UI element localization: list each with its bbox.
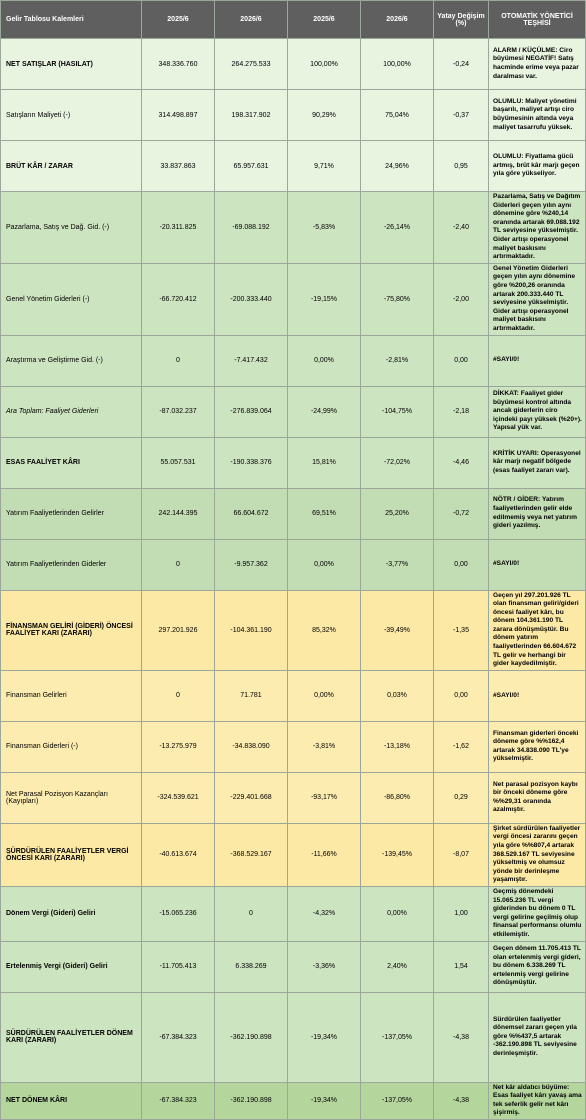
cell-2025-ratio: 0,00% bbox=[288, 539, 361, 590]
cell-horizontal-change: -0,24 bbox=[434, 39, 489, 90]
header-2025-amount: 2025/6 bbox=[142, 1, 215, 39]
cell-2025-amount: -66.720.412 bbox=[142, 263, 215, 335]
cell-horizontal-change: -0,72 bbox=[434, 488, 489, 539]
row-label: Ertelenmiş Vergi (Gideri) Geliri bbox=[1, 941, 142, 992]
cell-2026-amount: 6.338.269 bbox=[215, 941, 288, 992]
header-auto-diagnosis: OTOMATİK YÖNETİCİ TEŞHİSİ bbox=[489, 1, 586, 39]
cell-2025-ratio: -3,81% bbox=[288, 721, 361, 772]
cell-2026-ratio: -72,02% bbox=[361, 437, 434, 488]
table-row bbox=[1, 335, 586, 386]
cell-2025-ratio: -4,32% bbox=[288, 887, 361, 942]
row-label: ESAS FAALİYET KÂRI bbox=[1, 437, 142, 488]
table-row bbox=[1, 39, 586, 90]
cell-2025-amount: -20.311.825 bbox=[142, 192, 215, 264]
cell-diagnosis: OLUMLU: Maliyet yönetimi başarılı, maliyet artışı ciro büyümesinin altında veya maliyet tasarrufu yüksek. bbox=[489, 90, 586, 141]
cell-2025-ratio: -19,15% bbox=[288, 263, 361, 335]
row-label: Finansman Giderleri (-) bbox=[1, 721, 142, 772]
cell-diagnosis: #SAYI/0! bbox=[489, 539, 586, 590]
table-row bbox=[1, 992, 586, 1082]
cell-2025-amount: 242.144.395 bbox=[142, 488, 215, 539]
cell-2025-ratio: -11,66% bbox=[288, 823, 361, 886]
cell-diagnosis: #SAYI/0! bbox=[489, 335, 586, 386]
row-label: Dönem Vergi (Gideri) Geliri bbox=[1, 887, 142, 942]
row-label: SÜRDÜRÜLEN FAALİYETLER DÖNEM KARI (ZARARI) bbox=[1, 992, 142, 1082]
cell-2026-ratio: -137,05% bbox=[361, 1082, 434, 1119]
cell-diagnosis: Net kâr aldatıcı büyüme: Esas faaliyet kârı yavaş ama tek seferlik gelir net kârı şişirmiş. bbox=[489, 1082, 586, 1119]
cell-diagnosis: Finansman giderleri önceki döneme göre %%162,4 artarak 34.838.090 TL'ye yükselmiştir. bbox=[489, 721, 586, 772]
cell-2025-amount: -87.032.237 bbox=[142, 386, 215, 437]
cell-diagnosis: Net parasal pozisyon kaybı bir önceki döneme göre %%29,31 oranında azalmıştır. bbox=[489, 772, 586, 823]
cell-2025-ratio: -3,36% bbox=[288, 941, 361, 992]
cell-2026-amount: -229.401.668 bbox=[215, 772, 288, 823]
cell-diagnosis: Sürdürülen faaliyetler dönemsel zararı geçen yıla göre %%437,5 artarak -362.190.898 TL seviyesine derinleşmiştir. bbox=[489, 992, 586, 1082]
cell-horizontal-change: -0,37 bbox=[434, 90, 489, 141]
cell-diagnosis: ALARM / KÜÇÜLME: Ciro büyümesi NEGATİF! Satış hacminde erime veya pazar daralması var. bbox=[489, 39, 586, 90]
cell-horizontal-change: -4,38 bbox=[434, 1082, 489, 1119]
table-row bbox=[1, 590, 586, 670]
cell-horizontal-change: -2,00 bbox=[434, 263, 489, 335]
cell-diagnosis: NÖTR / GİDER: Yatırım faaliyetlerinden gelir elde edilmemiş veya net yatırım gideri yazılmış. bbox=[489, 488, 586, 539]
cell-2025-ratio: 0,00% bbox=[288, 670, 361, 721]
cell-2025-ratio: -19,34% bbox=[288, 1082, 361, 1119]
cell-2026-amount: -34.838.090 bbox=[215, 721, 288, 772]
row-label: Yatırım Faaliyetlerinden Gelirler bbox=[1, 488, 142, 539]
table-row bbox=[1, 772, 586, 823]
row-label: NET SATIŞLAR (HASILAT) bbox=[1, 39, 142, 90]
cell-horizontal-change: 0,00 bbox=[434, 670, 489, 721]
cell-2025-amount: 314.498.897 bbox=[142, 90, 215, 141]
table-row bbox=[1, 941, 586, 992]
cell-2025-ratio: 15,81% bbox=[288, 437, 361, 488]
cell-2026-amount: 0 bbox=[215, 887, 288, 942]
table-row bbox=[1, 192, 586, 264]
cell-2026-amount: -362.190.898 bbox=[215, 1082, 288, 1119]
cell-horizontal-change: -4,46 bbox=[434, 437, 489, 488]
cell-2026-amount: 71.781 bbox=[215, 670, 288, 721]
cell-2026-amount: -104.361.190 bbox=[215, 590, 288, 670]
table-row bbox=[1, 670, 586, 721]
header-2026-amount: 2026/6 bbox=[215, 1, 288, 39]
row-label: NET DÖNEM KÂRI bbox=[1, 1082, 142, 1119]
cell-2026-ratio: -13,18% bbox=[361, 721, 434, 772]
cell-horizontal-change: -2,18 bbox=[434, 386, 489, 437]
table-row bbox=[1, 90, 586, 141]
cell-diagnosis: DİKKAT: Faaliyet gider büyümesi kontrol altında ancak giderlerin ciro içindeki payı yüksek (%20+). Yapısal yük var. bbox=[489, 386, 586, 437]
cell-2026-amount: 198.317.902 bbox=[215, 90, 288, 141]
row-label: Yatırım Faaliyetlerinden Giderler bbox=[1, 539, 142, 590]
cell-horizontal-change: -1,62 bbox=[434, 721, 489, 772]
cell-2025-amount: -11.705.413 bbox=[142, 941, 215, 992]
table-row bbox=[1, 887, 586, 942]
cell-2026-ratio: -39,49% bbox=[361, 590, 434, 670]
cell-2026-amount: -276.839.064 bbox=[215, 386, 288, 437]
header-horizontal-change: Yatay Değişim (%) bbox=[434, 1, 489, 39]
table-row bbox=[1, 721, 586, 772]
table-row bbox=[1, 488, 586, 539]
cell-horizontal-change: -8,07 bbox=[434, 823, 489, 886]
cell-diagnosis: Geçen dönem 11.705.413 TL olan ertelenmiş vergi gideri, bu dönem 6.338.269 TL ertelenmiş vergi gelirine dönüşmüştür. bbox=[489, 941, 586, 992]
cell-2025-amount: 55.057.531 bbox=[142, 437, 215, 488]
cell-2025-amount: -67.384.323 bbox=[142, 1082, 215, 1119]
cell-2025-amount: -40.613.674 bbox=[142, 823, 215, 886]
cell-2025-ratio: 9,71% bbox=[288, 141, 361, 192]
row-label: Satışların Maliyeti (-) bbox=[1, 90, 142, 141]
cell-2025-ratio: 90,29% bbox=[288, 90, 361, 141]
table-row bbox=[1, 823, 586, 886]
cell-2026-ratio: -137,05% bbox=[361, 992, 434, 1082]
cell-2026-amount: -190.338.376 bbox=[215, 437, 288, 488]
cell-2025-amount: 33.837.863 bbox=[142, 141, 215, 192]
cell-2025-ratio: 100,00% bbox=[288, 39, 361, 90]
cell-horizontal-change: -2,40 bbox=[434, 192, 489, 264]
cell-2025-ratio: 85,32% bbox=[288, 590, 361, 670]
cell-2025-amount: -67.384.323 bbox=[142, 992, 215, 1082]
cell-2026-ratio: -75,80% bbox=[361, 263, 434, 335]
cell-2025-ratio: -5,83% bbox=[288, 192, 361, 264]
cell-2026-ratio: 25,20% bbox=[361, 488, 434, 539]
cell-2026-ratio: 100,00% bbox=[361, 39, 434, 90]
cell-2026-ratio: 75,04% bbox=[361, 90, 434, 141]
row-label: Net Parasal Pozisyon Kazançları (Kayıpları) bbox=[1, 772, 142, 823]
cell-2026-ratio: -3,77% bbox=[361, 539, 434, 590]
cell-diagnosis: Geçen yıl 297.201.926 TL olan finansman geliri/gideri öncesi faaliyet kârı, bu dönem 104.361.190 TL zarara dönüşmüştür. Bu dönem yatırım faaliyetlerinden 66.604.672 TL gelir ve herhangi bir gider kaydedilmiştir. bbox=[489, 590, 586, 670]
cell-2025-amount: 0 bbox=[142, 539, 215, 590]
cell-2025-ratio: -19,34% bbox=[288, 992, 361, 1082]
cell-diagnosis: #SAYI/0! bbox=[489, 670, 586, 721]
cell-2025-amount: 348.336.760 bbox=[142, 39, 215, 90]
cell-horizontal-change: 0,95 bbox=[434, 141, 489, 192]
cell-2026-amount: -200.333.440 bbox=[215, 263, 288, 335]
cell-2025-amount: 0 bbox=[142, 335, 215, 386]
cell-2026-amount: 66.604.672 bbox=[215, 488, 288, 539]
header-item-label: Gelir Tablosu Kalemleri bbox=[1, 1, 142, 39]
row-label: Ara Toplam: Faaliyet Giderleri bbox=[1, 386, 142, 437]
cell-diagnosis: Geçmiş dönemdeki 15.065.236 TL vergi giderinden bu dönem 0 TL vergi gelirine geçilmiş olup finansal performansı olumlu etkilemiştir. bbox=[489, 887, 586, 942]
row-label: Finansman Gelirleri bbox=[1, 670, 142, 721]
table-row bbox=[1, 386, 586, 437]
cell-horizontal-change: -4,38 bbox=[434, 992, 489, 1082]
cell-diagnosis: Şirket sürdürülen faaliyetler vergi öncesi zararını geçen yıla göre %%807,4 artarak 368.529.167 TL seviyesine yükseltmiş ve olumsuz yönde bir derinleşme yaşamıştır. bbox=[489, 823, 586, 886]
row-label: Pazarlama, Satış ve Dağ. Gid. (-) bbox=[1, 192, 142, 264]
cell-2026-amount: -368.529.167 bbox=[215, 823, 288, 886]
cell-2026-amount: -362.190.898 bbox=[215, 992, 288, 1082]
cell-2025-ratio: -24,99% bbox=[288, 386, 361, 437]
cell-2025-amount: 297.201.926 bbox=[142, 590, 215, 670]
table-row bbox=[1, 1082, 586, 1119]
header-2026-ratio: 2026/6 bbox=[361, 1, 434, 39]
cell-2026-ratio: 0,03% bbox=[361, 670, 434, 721]
cell-2025-amount: -13.275.979 bbox=[142, 721, 215, 772]
table-header-row bbox=[1, 1, 586, 39]
cell-2026-ratio: -86,80% bbox=[361, 772, 434, 823]
cell-2025-amount: -15.065.236 bbox=[142, 887, 215, 942]
row-label: Araştırma ve Geliştirme Gid. (-) bbox=[1, 335, 142, 386]
row-label: BRÜT KÂR / ZARAR bbox=[1, 141, 142, 192]
cell-2026-ratio: 0,00% bbox=[361, 887, 434, 942]
cell-horizontal-change: -1,35 bbox=[434, 590, 489, 670]
cell-diagnosis: Genel Yönetim Giderleri geçen yılın aynı dönemine göre %200,26 oranında artarak 200.333.440 TL seviyesine yükselmiştir. Gider artışı operasyonel maliyet baskısını artırmaktadır. bbox=[489, 263, 586, 335]
cell-2025-ratio: 0,00% bbox=[288, 335, 361, 386]
cell-2026-amount: 65.957.631 bbox=[215, 141, 288, 192]
cell-horizontal-change: 0,00 bbox=[434, 335, 489, 386]
table-row bbox=[1, 539, 586, 590]
cell-2026-ratio: -139,45% bbox=[361, 823, 434, 886]
cell-diagnosis: OLUMLU: Fiyatlama gücü artmış, brüt kâr marjı geçen yıla göre yükseliyor. bbox=[489, 141, 586, 192]
cell-2026-ratio: -104,75% bbox=[361, 386, 434, 437]
row-label: FİNANSMAN GELİRİ (GİDERİ) ÖNCESİ FAALİYET KARI (ZARARI) bbox=[1, 590, 142, 670]
cell-2025-amount: -324.539.621 bbox=[142, 772, 215, 823]
table-row bbox=[1, 141, 586, 192]
cell-horizontal-change: 1,54 bbox=[434, 941, 489, 992]
row-label: SÜRDÜRÜLEN FAALİYETLER VERGİ ÖNCESİ KARI (ZARARI) bbox=[1, 823, 142, 886]
table-row bbox=[1, 263, 586, 335]
cell-2026-ratio: 2,40% bbox=[361, 941, 434, 992]
cell-horizontal-change: 0,29 bbox=[434, 772, 489, 823]
cell-2025-amount: 0 bbox=[142, 670, 215, 721]
cell-2026-ratio: 24,96% bbox=[361, 141, 434, 192]
cell-horizontal-change: 1,00 bbox=[434, 887, 489, 942]
cell-2025-ratio: 69,51% bbox=[288, 488, 361, 539]
cell-2026-amount: 264.275.533 bbox=[215, 39, 288, 90]
cell-2026-ratio: -2,81% bbox=[361, 335, 434, 386]
header-2025-ratio: 2025/6 bbox=[288, 1, 361, 39]
cell-2025-ratio: -93,17% bbox=[288, 772, 361, 823]
cell-diagnosis: KRİTİK UYARI: Operasyonel kâr marjı negatif bölgede (esas faaliyet zararı var). bbox=[489, 437, 586, 488]
table-row bbox=[1, 437, 586, 488]
cell-diagnosis: Pazarlama, Satış ve Dağıtım Giderleri geçen yılın aynı dönemine göre %240,14 oranında artarak 69.088.192 TL seviyesine yükselmiştir. Gider artışı operasyonel maliyet baskısını artırmaktadır. bbox=[489, 192, 586, 264]
cell-horizontal-change: 0,00 bbox=[434, 539, 489, 590]
row-label: Genel Yönetim Giderleri (-) bbox=[1, 263, 142, 335]
cell-2026-amount: -9.957.362 bbox=[215, 539, 288, 590]
cell-2026-ratio: -26,14% bbox=[361, 192, 434, 264]
cell-2026-amount: -7.417.432 bbox=[215, 335, 288, 386]
cell-2026-amount: -69.088.192 bbox=[215, 192, 288, 264]
